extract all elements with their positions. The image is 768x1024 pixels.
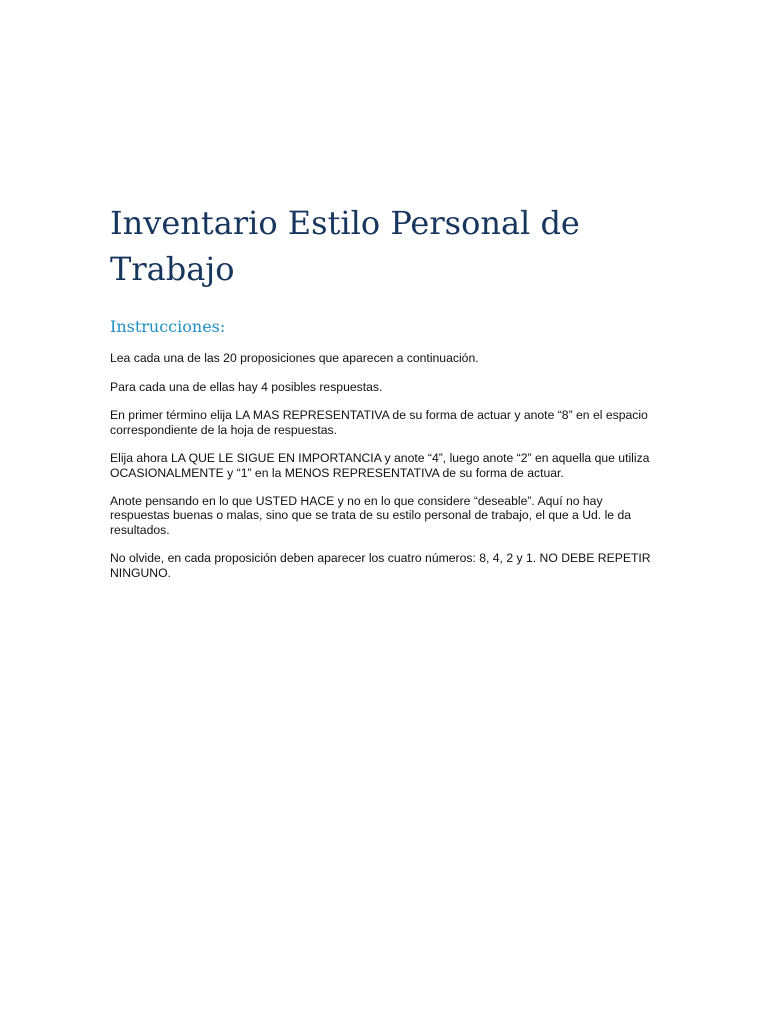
instruction-paragraph-6: No olvide, en cada proposición deben aparecer los cuatro números: 8, 4, 2 y 1. NO DEBE REPETIR NINGUNO. xyxy=(110,551,651,580)
instruction-paragraph-5: Anote pensando en lo que USTED HACE y no en lo que considere “deseable”. Aquí no hay respuestas buenas o malas, sino que se trata de su estilo personal de trabajo, el que a Ud. le da resultados. xyxy=(110,494,632,537)
section-heading-instrucciones: Instrucciones: xyxy=(110,317,226,336)
instruction-paragraph-4: Elija ahora LA QUE LE SIGUE EN IMPORTANCIA y anote “4”, luego anote “2” en aquella que utiliza OCASIONALMENTE y “1” en la MENOS REPRESENTATIVA de su forma de actuar. xyxy=(110,451,650,480)
instruction-paragraph-2: Para cada una de ellas hay 4 posibles respuestas. xyxy=(110,379,383,394)
instruction-paragraph-1: Lea cada una de las 20 proposiciones que aparecen a continuación. xyxy=(110,351,479,365)
document-title: Inventario Estilo Personal de Trabajo xyxy=(110,204,580,288)
instructions-body xyxy=(110,351,658,594)
instruction-paragraph-3: En primer término elija LA MAS REPRESENTATIVA de su forma de actuar y anote “8” en el espacio correspondiente de la hoja de respuestas. xyxy=(110,408,648,437)
